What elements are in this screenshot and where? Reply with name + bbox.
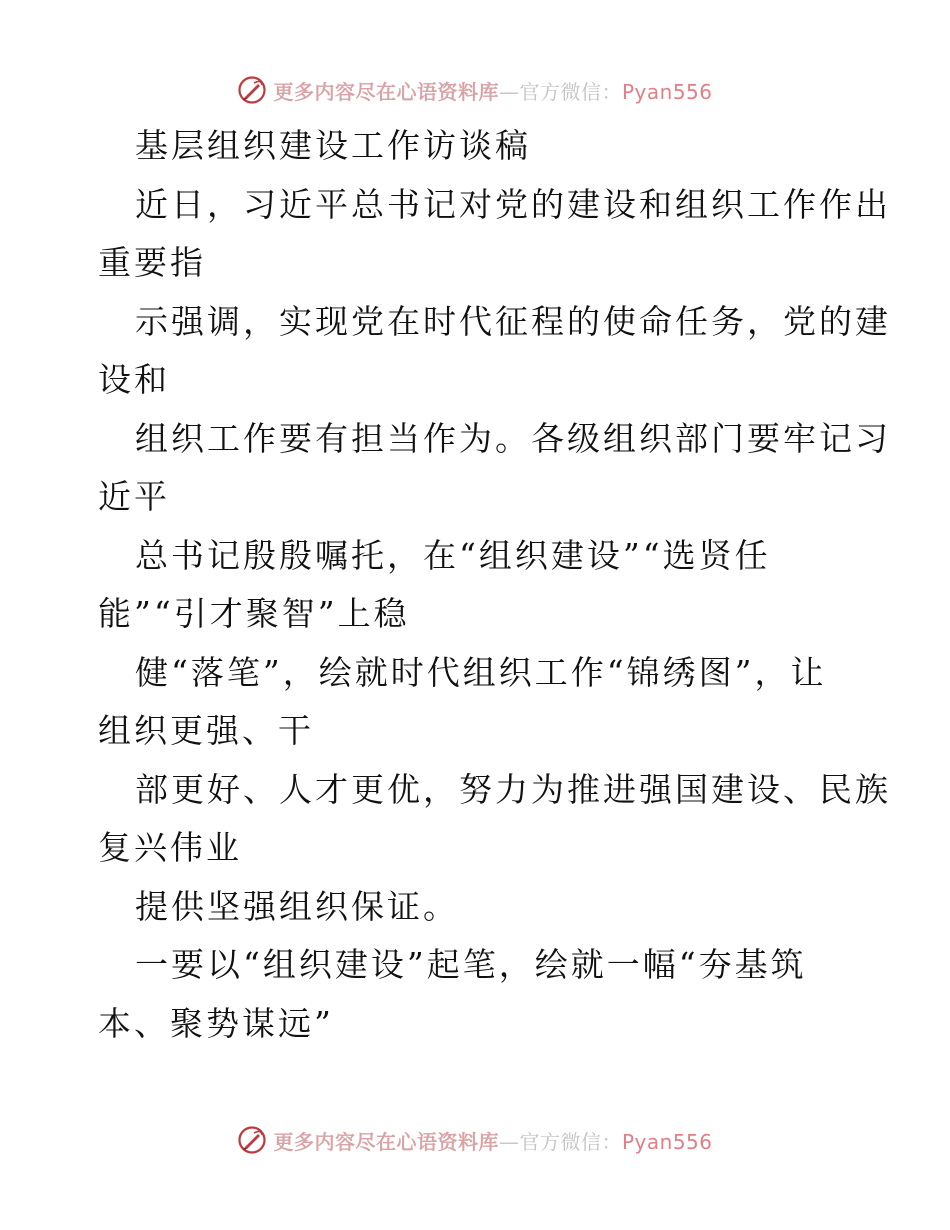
- paragraph-line: 总书记殷殷嘱托，在“组织建设”“选贤任: [135, 535, 771, 575]
- paragraph-line: 能”“引才聚智”上稳: [98, 594, 410, 633]
- footer-watermark: [0, 1120, 950, 1160]
- paragraph-line: 部更好、人才更优，努力为推进强国建设、民族: [135, 769, 891, 809]
- watermark-brand-text: 更多内容尽在心语资料库: [273, 1129, 499, 1154]
- document-body: [98, 117, 898, 1053]
- watermark-separator: —: [498, 79, 520, 104]
- paragraph-line: 设和: [98, 360, 170, 399]
- paragraph-line: 一要以“组织建设”起笔，绘就一幅“夯基筑: [135, 945, 807, 984]
- paragraph-line: 提供坚强组织保证。: [135, 886, 459, 926]
- watermark-official-label: 官方微信：: [519, 79, 622, 104]
- paragraph-line: 复兴伟业: [98, 828, 242, 867]
- watermark-official-label: 官方微信：: [519, 1129, 622, 1154]
- paragraph-line: 健“落笔”，绘就时代组织工作“锦绣图”，让: [135, 652, 827, 692]
- document-title: 基层组织建设工作访谈稿: [135, 126, 531, 165]
- watermark-wechat-id: Pyan556: [621, 79, 713, 104]
- quill-pen-logo-icon: [237, 75, 267, 105]
- paragraph-line: 本、聚势谋远”: [98, 1003, 334, 1043]
- paragraph-line: 重要指: [98, 243, 206, 282]
- watermark-separator: —: [498, 1129, 520, 1154]
- paragraph-line: 示强调，实现党在时代征程的使命任务，党的建: [135, 301, 891, 341]
- watermark-brand-text: 更多内容尽在心语资料库: [273, 79, 499, 104]
- paragraph-line: 组织更强、干: [98, 711, 314, 750]
- paragraph-line: 组织工作要有担当作为。各级组织部门要牢记习: [135, 418, 891, 458]
- paragraph-line: 近平: [98, 477, 170, 516]
- header-watermark: [0, 70, 950, 110]
- watermark-wechat-id: Pyan556: [621, 1129, 713, 1154]
- paragraph-line: 近日，习近平总书记对党的建设和组织工作作出: [135, 184, 891, 224]
- quill-pen-logo-icon: [237, 1125, 267, 1155]
